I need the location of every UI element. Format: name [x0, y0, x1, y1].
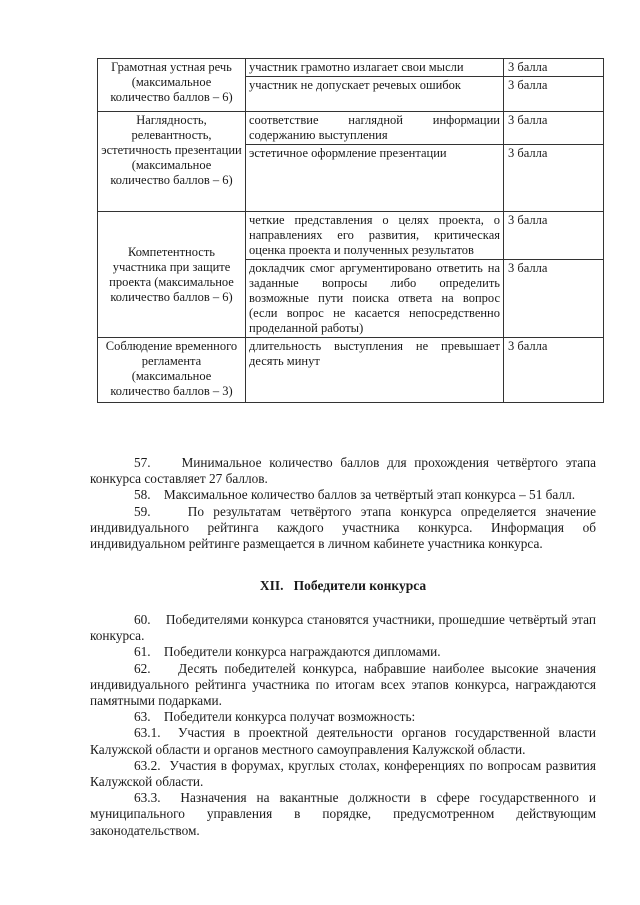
- description-cell: эстетичное оформление презентации: [246, 145, 504, 212]
- description-cell: участник не допускает речевых ошибок: [246, 77, 504, 112]
- paragraph-number: 62.: [134, 660, 151, 676]
- criterion-cell: Наглядность, релевантность, эстетичность презентации (максимальное количество баллов – 6): [98, 112, 246, 212]
- criterion-cell: Компетентность участника при защите проекта (максимальное количество баллов – 6): [98, 212, 246, 338]
- paragraph-text: Победители конкурса награждаются дипломами.: [163, 644, 441, 660]
- table-row: [98, 338, 604, 403]
- paragraph-text: По результатам четвёртого этапа конкурса определяется значение индивидуального рейтинга каждого участника конкурса. Информация об индивидуальном рейтинге размещается в личном кабинете участника конкурса.: [90, 503, 596, 552]
- paragraph: [90, 661, 596, 710]
- paragraph-number: 63.2.: [134, 757, 161, 773]
- paragraph-number: 57.: [134, 455, 151, 470]
- paragraph-text: Минимальное количество баллов для прохождения четвёртого этапа конкурса составляет 27 баллов.: [90, 455, 596, 487]
- description-cell: четкие представления о целях проекта, о направлениях его развития, критическая оценка проекта и полученных результатов: [246, 212, 504, 260]
- section-number: XII.: [259, 578, 284, 593]
- score-cell: 3 балла: [504, 260, 604, 338]
- paragraph-number: 63.1.: [134, 725, 161, 741]
- score-cell: 3 балла: [504, 338, 604, 403]
- paragraphs-block-a: [90, 455, 596, 552]
- criterion-cell: Грамотная устная речь (максимальное количество баллов – 6): [98, 59, 246, 112]
- table-row: [98, 112, 604, 145]
- table-row: [98, 212, 604, 260]
- paragraph-text: Победителями конкурса становятся участники, прошедшие четвёртый этап конкурса.: [90, 612, 596, 644]
- paragraph: [90, 758, 596, 790]
- paragraph-text: Назначения на вакантные должности в сфере государственного и муниципального управления в порядке, предусмотренном действующим законодательством.: [90, 790, 596, 838]
- paragraph-number: 58.: [134, 487, 151, 503]
- paragraph-text: Участия в проектной деятельности органов государственной власти Калужской области и органов местного самоуправления Калужской области.: [90, 725, 596, 757]
- paragraph: [90, 725, 596, 757]
- score-cell: 3 балла: [504, 59, 604, 77]
- paragraph-text: Победители конкурса получат возможность:: [163, 709, 416, 725]
- paragraph-number: 61.: [134, 644, 151, 660]
- paragraph-text: Десять победителей конкурса, набравшие наиболее высокие значения индивидуального рейтинга участника по итогам всех этапов конкурса, награждаются памятными подарками.: [90, 660, 597, 709]
- table-row: [98, 59, 604, 77]
- paragraph-text: Максимальное количество баллов за четвёртый этап конкурса – 51 балл.: [163, 487, 576, 503]
- paragraph: [90, 455, 596, 487]
- paragraph: [90, 504, 596, 553]
- section-title: Победители конкурса: [293, 578, 427, 593]
- description-cell: докладчик смог аргументировано ответить на заданные вопросы либо определить возможные пути поиска ответа на вопрос (если вопрос не касается непосредственно проделанной работы): [246, 260, 504, 338]
- paragraph-number: 63.3.: [134, 790, 161, 806]
- paragraph-text: Участия в форумах, круглых столах, конференциях по вопросам развития Калужской области.: [90, 757, 596, 790]
- paragraph: [90, 644, 596, 660]
- description-cell: соответствие наглядной информации содержанию выступления: [246, 112, 504, 145]
- paragraph-number: 59.: [134, 503, 151, 519]
- score-cell: 3 балла: [504, 112, 604, 145]
- criterion-cell: Соблюдение временного регламента (максимальное количество баллов – 3): [98, 338, 246, 403]
- paragraph-number: 60.: [134, 612, 151, 627]
- score-cell: 3 балла: [504, 77, 604, 112]
- section-heading: [90, 578, 596, 594]
- paragraph: [90, 709, 596, 725]
- description-cell: длительность выступления не превышает десять минут: [246, 338, 504, 403]
- paragraph: [90, 612, 596, 644]
- paragraph: [90, 790, 596, 839]
- description-cell: участник грамотно излагает свои мысли: [246, 59, 504, 77]
- score-cell: 3 балла: [504, 212, 604, 260]
- paragraph: [90, 487, 596, 503]
- criteria-table: [97, 58, 604, 403]
- paragraphs-block-b: [90, 612, 596, 839]
- paragraph-number: 63.: [134, 709, 151, 725]
- score-cell: 3 балла: [504, 145, 604, 212]
